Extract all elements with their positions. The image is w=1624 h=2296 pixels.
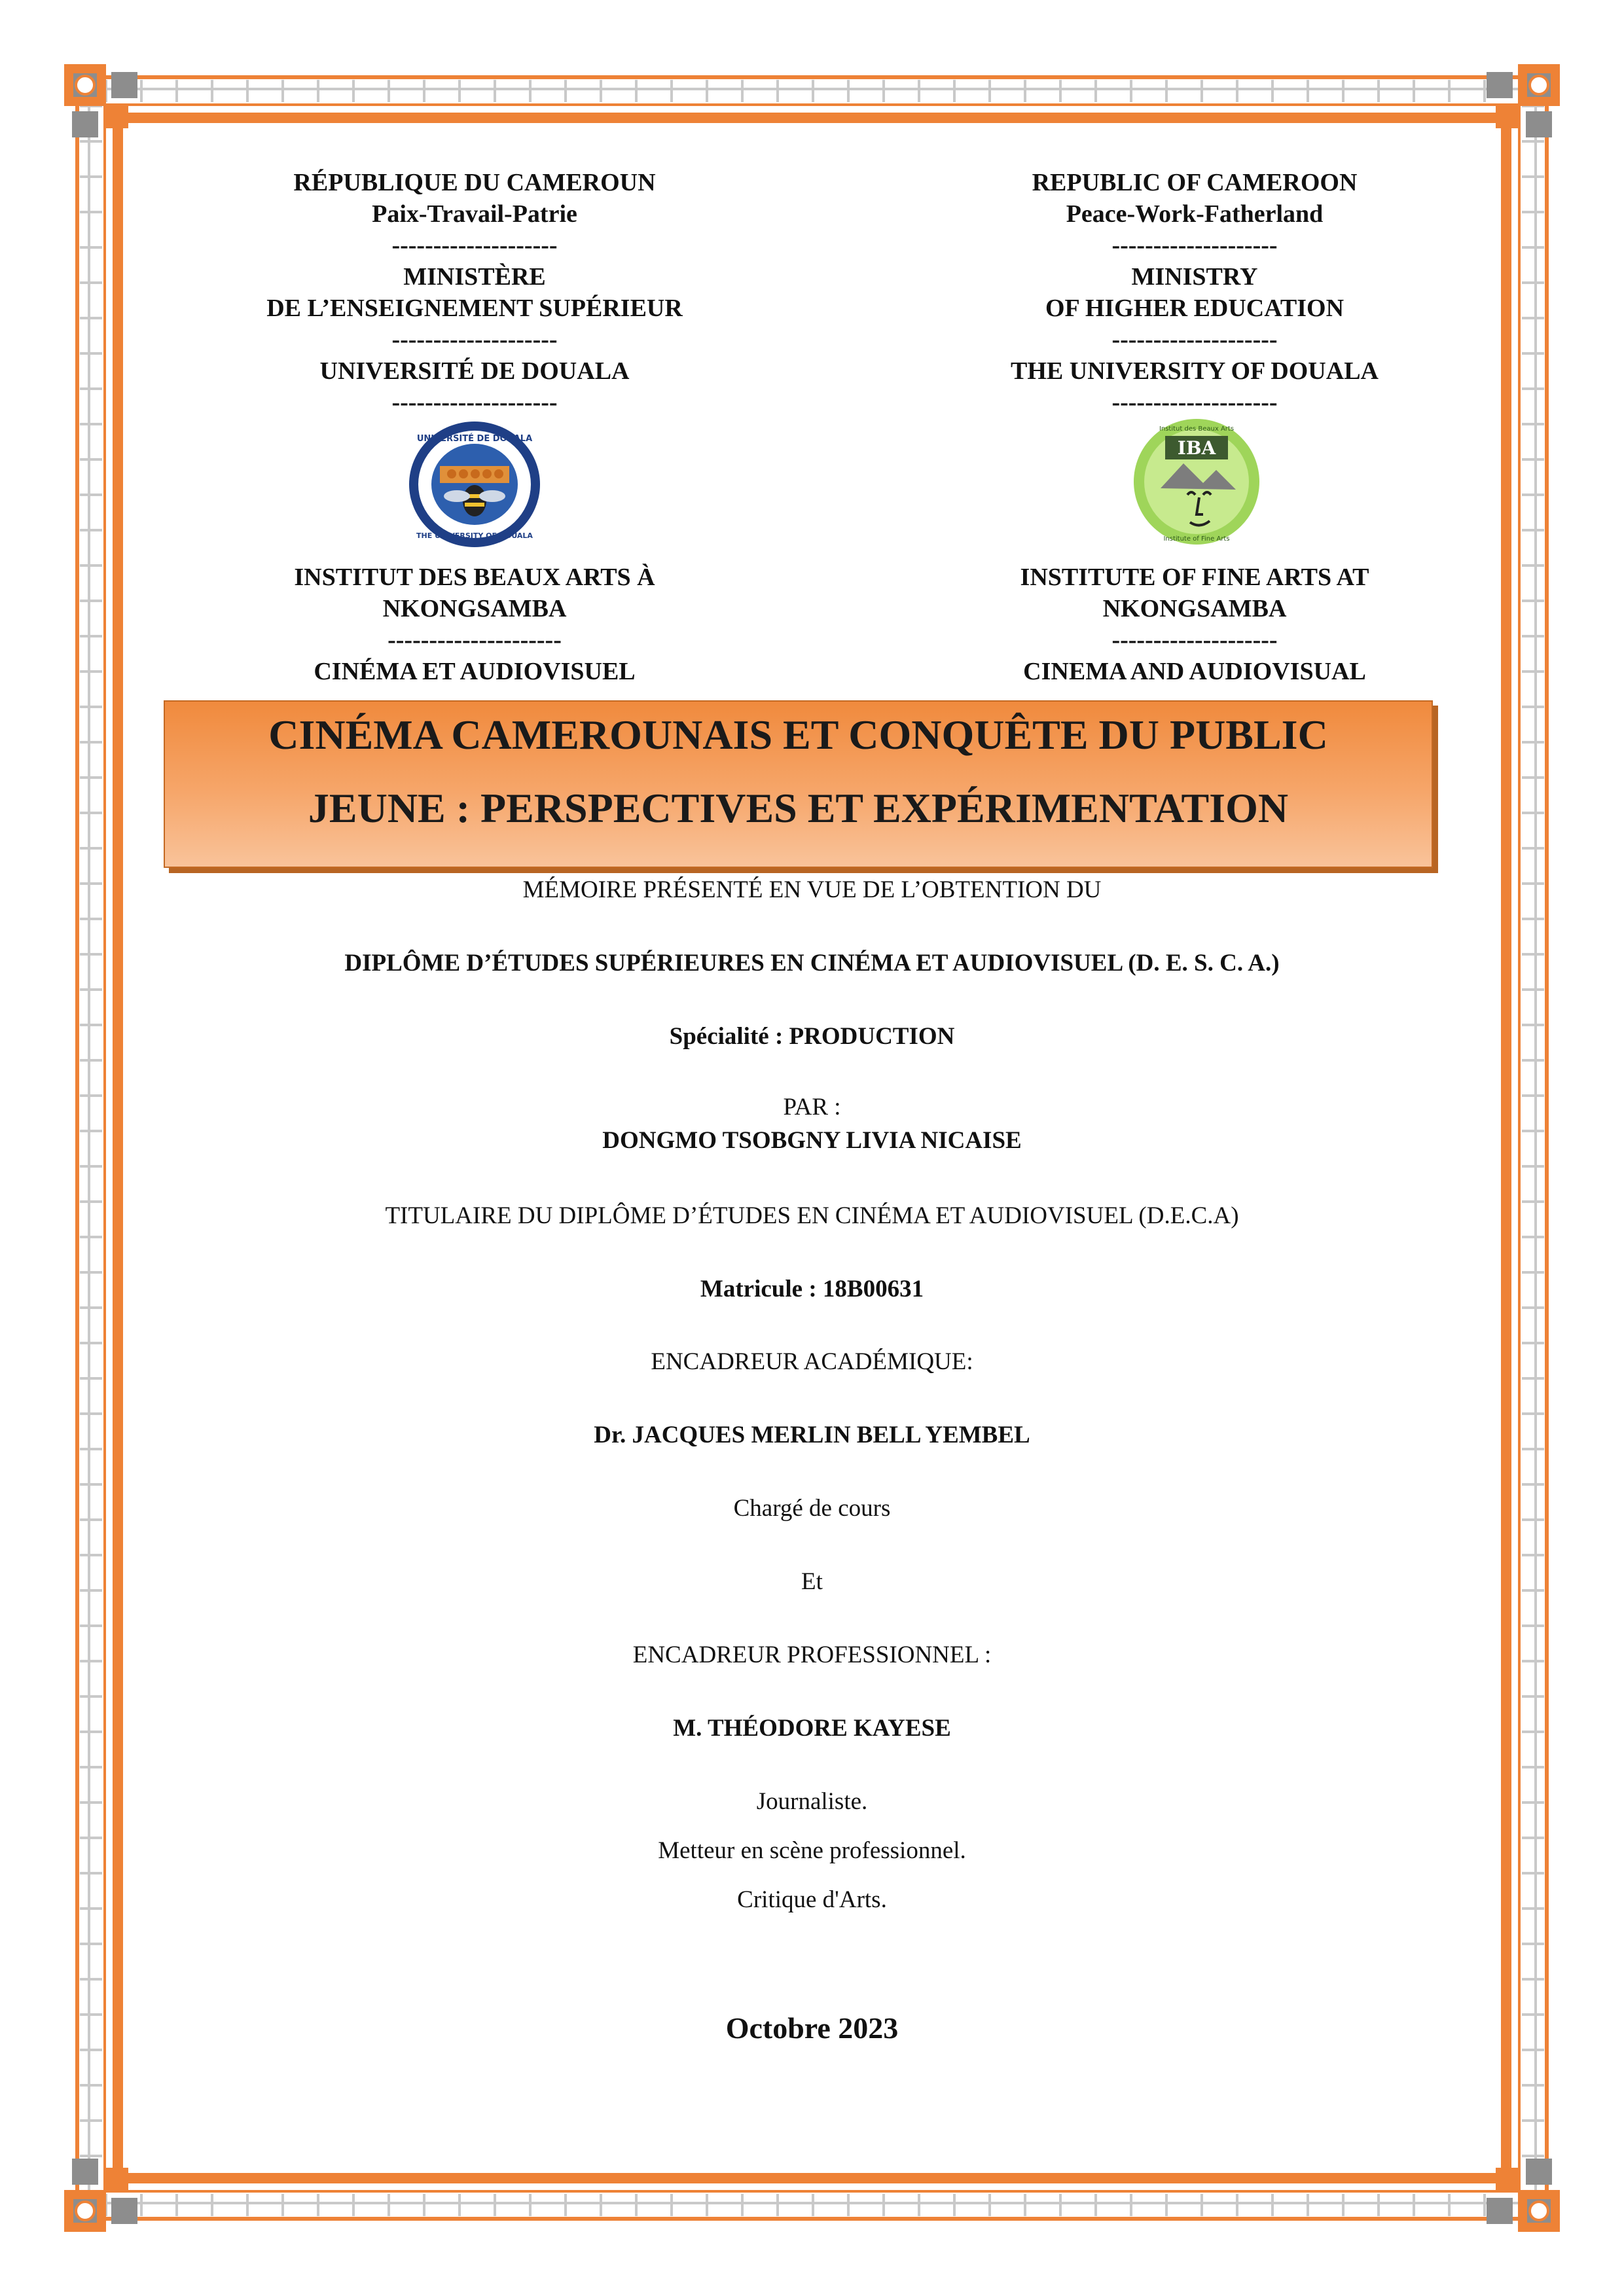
- iba-logo-text-en: Institute of Fine Arts: [1163, 535, 1230, 543]
- professional-supervisor-name: M. THÉODORE KAYESE: [673, 1715, 951, 1742]
- institute-line2-en: NKONGSAMBA: [1102, 595, 1287, 622]
- seal-text-bottom: THE UNIVERSITY OF DOUALA: [416, 531, 533, 540]
- student-id: Matricule : 18B00631: [700, 1276, 924, 1302]
- separator: --------------------: [391, 389, 558, 416]
- university-of-douala-seal-logo: [406, 419, 543, 550]
- university-name-fr: UNIVERSITÉ DE DOUALA: [319, 357, 630, 385]
- separator: --------------------: [1111, 389, 1278, 416]
- separator: --------------------: [1111, 326, 1278, 353]
- separator: --------------------: [391, 232, 558, 259]
- institute-of-fine-arts-logo: [1131, 416, 1262, 547]
- thesis-title-box: [164, 700, 1433, 868]
- conjunction: Et: [801, 1568, 823, 1595]
- institute-line2-fr: NKONGSAMBA: [382, 595, 567, 622]
- diploma-title: DIPLÔME D’ÉTUDES SUPÉRIEURES EN CINÉMA ET AUDIOVISUEL (D. E. S. C. A.): [344, 950, 1280, 977]
- separator: ---------------------: [388, 626, 562, 654]
- university-name-en: THE UNIVERSITY OF DOUALA: [1011, 357, 1379, 385]
- author-qualification: TITULAIRE DU DIPLÔME D’ÉTUDES EN CINÉMA ET AUDIOVISUEL (D.E.C.A): [385, 1202, 1239, 1229]
- academic-supervisor-label: ENCADREUR ACADÉMIQUE:: [651, 1348, 973, 1375]
- ministry-line2-en: OF HIGHER EDUCATION: [1045, 295, 1344, 322]
- institute-block-right: [900, 562, 1489, 687]
- academic-supervisor-role: Chargé de cours: [733, 1495, 891, 1522]
- iba-logo-text-fr: Institut des Beaux Arts: [1159, 425, 1235, 433]
- separator: --------------------: [1111, 232, 1278, 259]
- professional-supervisor-role2: Metteur en scène professionnel.: [658, 1837, 966, 1864]
- professional-supervisor-role3: Critique d'Arts.: [737, 1886, 887, 1913]
- ministry-line1-en: MINISTRY: [1131, 263, 1258, 291]
- separator: --------------------: [391, 326, 558, 353]
- ministry-line1-fr: MINISTÈRE: [403, 263, 546, 291]
- par-label: PAR :: [783, 1094, 841, 1121]
- specialty: Spécialité : PRODUCTION: [669, 1023, 955, 1050]
- institute-line1-en: INSTITUTE OF FINE ARTS AT: [1020, 564, 1369, 591]
- separator: --------------------: [1111, 626, 1278, 654]
- institute-block-left: [180, 562, 769, 687]
- institute-line1-fr: INSTITUT DES BEAUX ARTS À: [294, 564, 655, 591]
- thesis-title-line1: CINÉMA CAMEROUNAIS ET CONQUÊTE DU PUBLIC: [268, 711, 1328, 758]
- header-left: [180, 167, 769, 418]
- submission-date: Octobre 2023: [725, 2011, 899, 2045]
- professional-supervisor-role1: Journaliste.: [756, 1788, 868, 1815]
- author-name: DONGMO TSOBGNY LIVIA NICAISE: [602, 1127, 1022, 1154]
- seal-text-top: UNIVERSITÉ DE DOUALA: [416, 434, 533, 444]
- header-right: [900, 167, 1489, 418]
- professional-supervisor-label: ENCADREUR PROFESSIONNEL :: [632, 1641, 992, 1668]
- motto-en: Peace-Work-Fatherland: [1066, 200, 1324, 228]
- department-en: CINEMA AND AUDIOVISUAL: [1023, 658, 1366, 685]
- country-name-en: REPUBLIC OF CAMEROON: [1032, 169, 1358, 196]
- academic-supervisor-name: Dr. JACQUES MERLIN BELL YEMBEL: [594, 1422, 1030, 1448]
- motto-fr: Paix-Travail-Patrie: [372, 200, 577, 228]
- memoire-statement: MÉMOIRE PRÉSENTÉ EN VUE DE L’OBTENTION DU: [522, 876, 1102, 903]
- thesis-title-line2: JEUNE : PERSPECTIVES ET EXPÉRIMENTATION: [308, 785, 1289, 831]
- ministry-line2-fr: DE L’ENSEIGNEMENT SUPÉRIEUR: [266, 295, 683, 322]
- iba-logo-text: IBA: [1177, 437, 1216, 459]
- department-fr: CINÉMA ET AUDIOVISUEL: [314, 658, 636, 685]
- country-name-fr: RÉPUBLIQUE DU CAMEROUN: [293, 169, 656, 196]
